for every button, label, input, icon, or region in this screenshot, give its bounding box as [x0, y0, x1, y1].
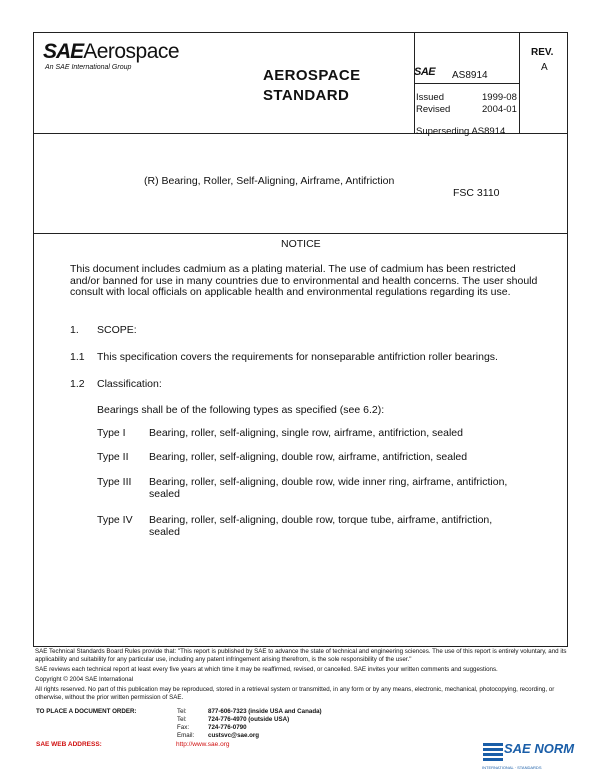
order-label: TO PLACE A DOCUMENT ORDER: [36, 708, 137, 715]
fax-label: Fax: [177, 724, 190, 731]
header-frame [33, 32, 568, 647]
tel2-label: Tel: [177, 716, 187, 723]
section-1-2-title: Classification: [97, 378, 162, 390]
footer-rights: All rights reserved. No part of this publication may be reproduced, stored in a retrieval system or transmitted, in any form or by any means, electronic, mechanical, photocopying, recording, or otherwise, without the prior written permission of SAE. [35, 686, 555, 701]
sae-norm-watermark [482, 741, 575, 770]
type-label: Type III [97, 476, 132, 488]
divider-rev [414, 83, 519, 84]
fsc-code: FSC 3110 [453, 187, 500, 199]
tel-label: Tel: [177, 708, 187, 715]
notice-body: This document includes cadmium as a plating material. The use of cadmium has been restricted and/or banned for use in many countries due to environmental and health concerns. The user should consult with local officials on applicable health and environmental regulations regarding its use. [70, 263, 538, 298]
sae-norm-icon [482, 741, 504, 763]
footer-notices [35, 648, 568, 702]
email-label: Email: [177, 732, 195, 739]
document-title: (R) Bearing, Roller, Self-Aligning, Airframe, Antifriction [144, 175, 395, 187]
rev-value: A [541, 62, 548, 73]
scope-number: 1. [70, 324, 79, 336]
type-description: Bearing, roller, self-aligning, double row, torque tube, airframe, antifriction, sealed [149, 514, 493, 538]
revised-value: 2004-01 [482, 104, 517, 115]
types-intro: Bearings shall be of the following types as specified (see 6.2): [97, 404, 385, 416]
doc-number: AS8914 [452, 70, 488, 81]
standard-title-line2: STANDARD [263, 87, 350, 104]
sae-mark: SAE [414, 66, 436, 78]
standard-title [263, 66, 361, 106]
web-address-link[interactable]: http://www.sae.org [176, 741, 230, 748]
type-description: Bearing, roller, self-aligning, single row, airframe, antifriction, sealed [149, 427, 463, 439]
sae-norm-subtext: INTERNATIONAL · STANDARDS [482, 765, 542, 770]
issued-value: 1999-08 [482, 92, 517, 103]
revised-label: Revised [416, 104, 451, 115]
type-label: Type IV [97, 514, 133, 526]
logo-light: Aerospace [83, 40, 180, 63]
notice-heading: NOTICE [281, 238, 321, 250]
email-value[interactable]: custsvc@sae.org [208, 732, 260, 739]
logo-tagline: An SAE International Group [45, 64, 132, 71]
rev-label: REV. [531, 47, 554, 58]
section-1-1-text: This specification covers the requirements for nonseparable antifriction roller bearings. [97, 351, 498, 363]
sae-aerospace-logo [43, 41, 179, 71]
scope-title: SCOPE: [97, 324, 137, 336]
footer-rules: SAE Technical Standards Board Rules provide that: "This report is published by SAE to advance the state of technical and engineering sciences. The use of this report is entirely voluntary, and its applicability and suitability for any particular use, including any patent infringement arising therefrom, is the sole responsibility of the user." [35, 648, 567, 663]
issued-label: Issued [416, 92, 444, 103]
footer-review: SAE reviews each technical report at least every five years at which time it may be reaffirmed, revised, or cancelled. SAE invites your written comments and suggestions. [35, 666, 498, 673]
superseding: Superseding AS8914 [416, 126, 506, 137]
tel2-value: 724-776-4970 (outside USA) [208, 716, 290, 723]
type-label: Type I [97, 427, 126, 439]
type-description: Bearing, roller, self-aligning, double row, airframe, antifriction, sealed [149, 451, 468, 463]
divider-title [34, 233, 567, 234]
type-label: Type II [97, 451, 129, 463]
type-description: Bearing, roller, self-aligning, double row, wide inner ring, airframe, antifriction, sealed [149, 476, 508, 500]
web-address-label: SAE WEB ADDRESS: [36, 741, 102, 748]
sae-norm-text: SAE NORM [504, 741, 575, 756]
section-1-1-number: 1.1 [70, 351, 85, 363]
fax-value: 724-776-0790 [208, 724, 247, 731]
standard-title-line1: AEROSPACE [263, 67, 361, 84]
tel-value: 877-606-7323 (inside USA and Canada) [208, 708, 322, 715]
section-1-2-number: 1.2 [70, 378, 85, 390]
divider-vertical-right [519, 33, 520, 133]
footer-copyright: Copyright © 2004 SAE International [35, 676, 134, 683]
logo-bold: SAE [43, 40, 84, 63]
